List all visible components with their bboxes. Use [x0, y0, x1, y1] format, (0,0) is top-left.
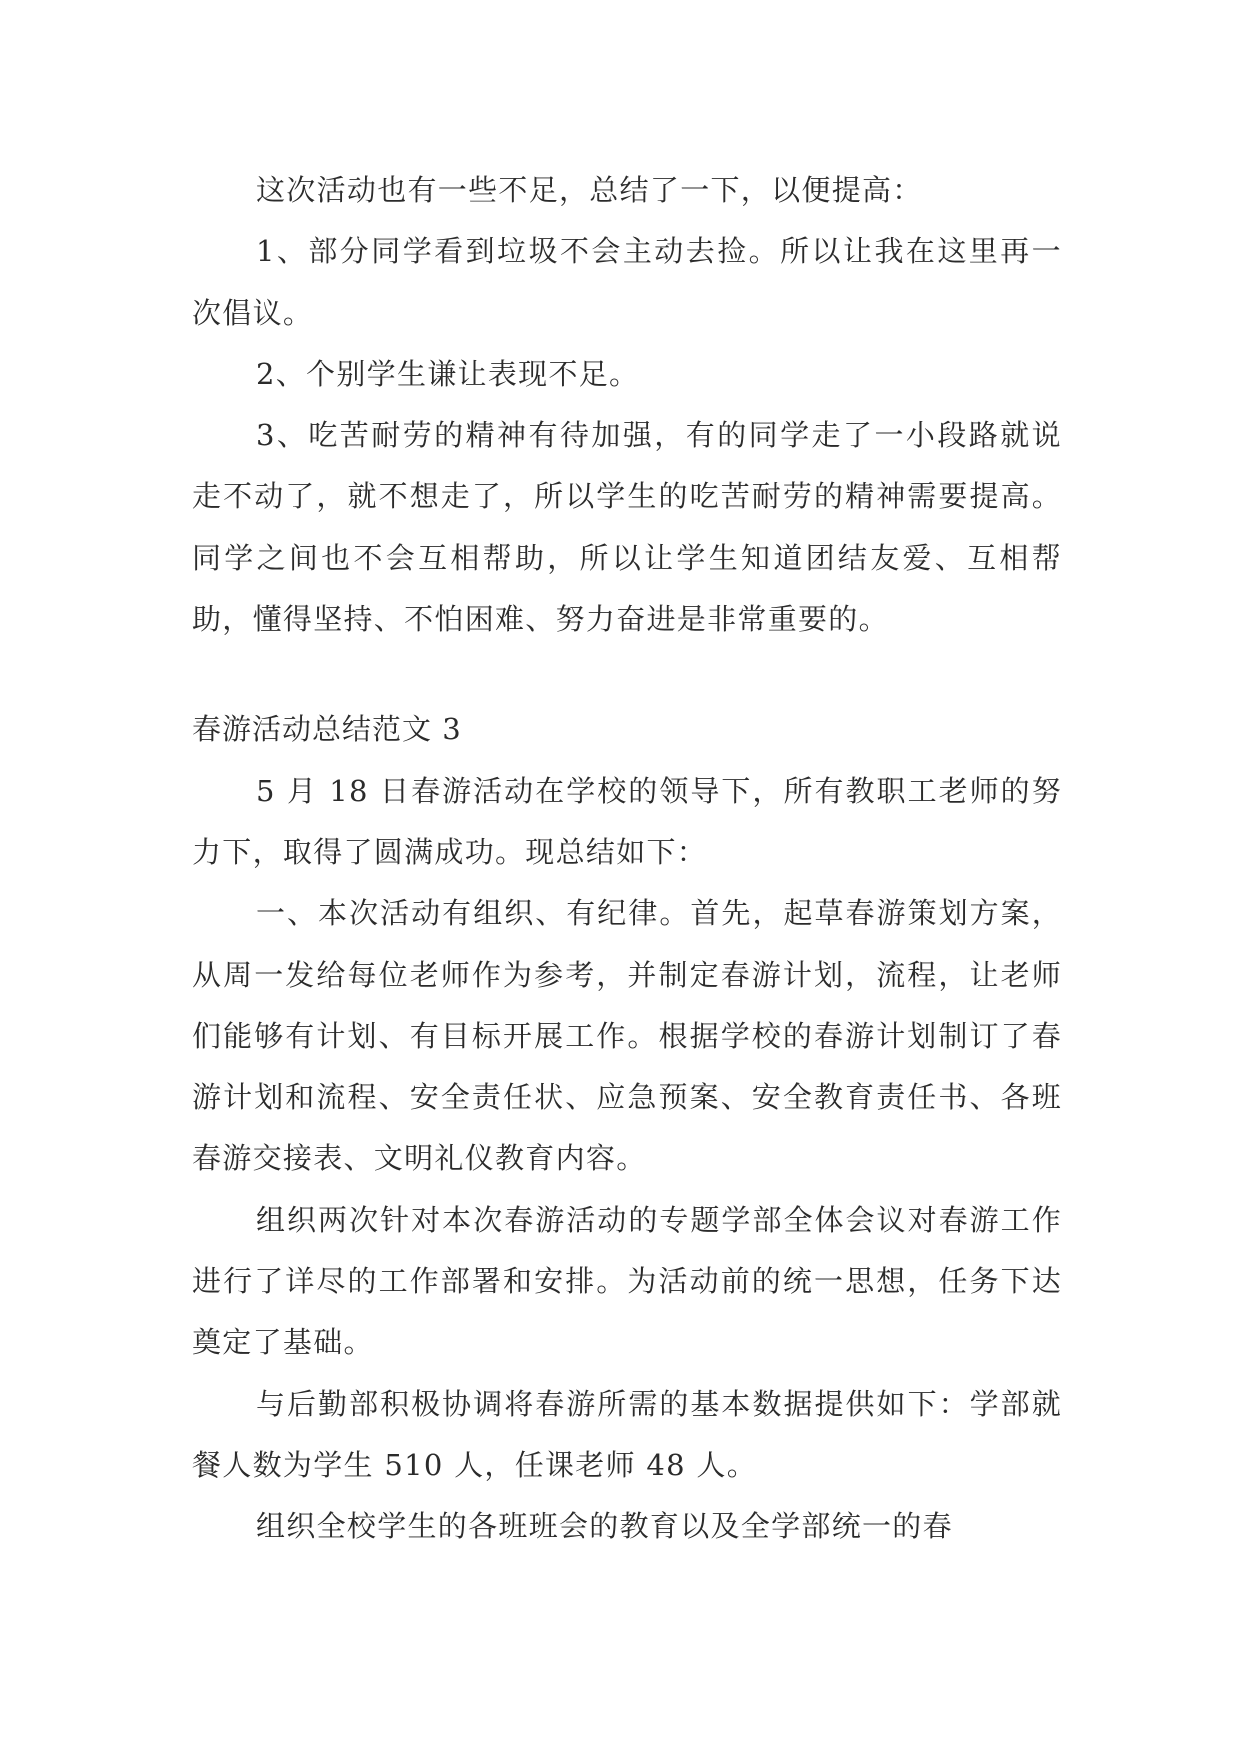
- paragraph: 1、部分同学看到垃圾不会主动去捡。所以让我在这里再一次倡议。: [192, 234, 1062, 330]
- document-body: [192, 160, 1062, 1558]
- paragraph: 3、吃苦耐劳的精神有待加强，有的同学走了一小段路就说走不动了，就不想走了，所以学生的吃苦耐劳的精神需要提高。同学之间也不会互相帮助，所以让学生知道团结友爱、互相帮助，懂得坚持、不怕困难、努力奋进是非常重要的。: [192, 418, 1062, 637]
- paragraph: 5 月 18 日春游活动在学校的领导下，所有教职工老师的努力下，取得了圆满成功。现总结如下：: [192, 773, 1062, 869]
- paragraph: 与后勤部积极协调将春游所需的基本数据提供如下：学部就餐人数为学生 510 人，任课老师 48 人。: [192, 1386, 1062, 1482]
- paragraph: 这次活动也有一些不足，总结了一下，以便提高：: [256, 173, 923, 207]
- section-title: 春游活动总结范文 3: [192, 712, 462, 747]
- paragraph: 组织两次针对本次春游活动的专题学部全体会议对春游工作进行了详尽的工作部署和安排。为活动前的统一思想，任务下达奠定了基础。: [192, 1202, 1062, 1360]
- paragraph: 一、本次活动有组织、有纪律。首先，起草春游策划方案，从周一发给每位老师作为参考，并制定春游计划，流程，让老师们能够有计划、有目标开展工作。根据学校的春游计划制订了春游计划和流程、安全责任状、应急预案、安全教育责任书、各班春游交接表、文明礼仪教育内容。: [192, 896, 1062, 1176]
- paragraph: 2、个别学生谦让表现不足。: [256, 356, 640, 391]
- paragraph: 组织全校学生的各班班会的教育以及全学部统一的春: [256, 1509, 953, 1544]
